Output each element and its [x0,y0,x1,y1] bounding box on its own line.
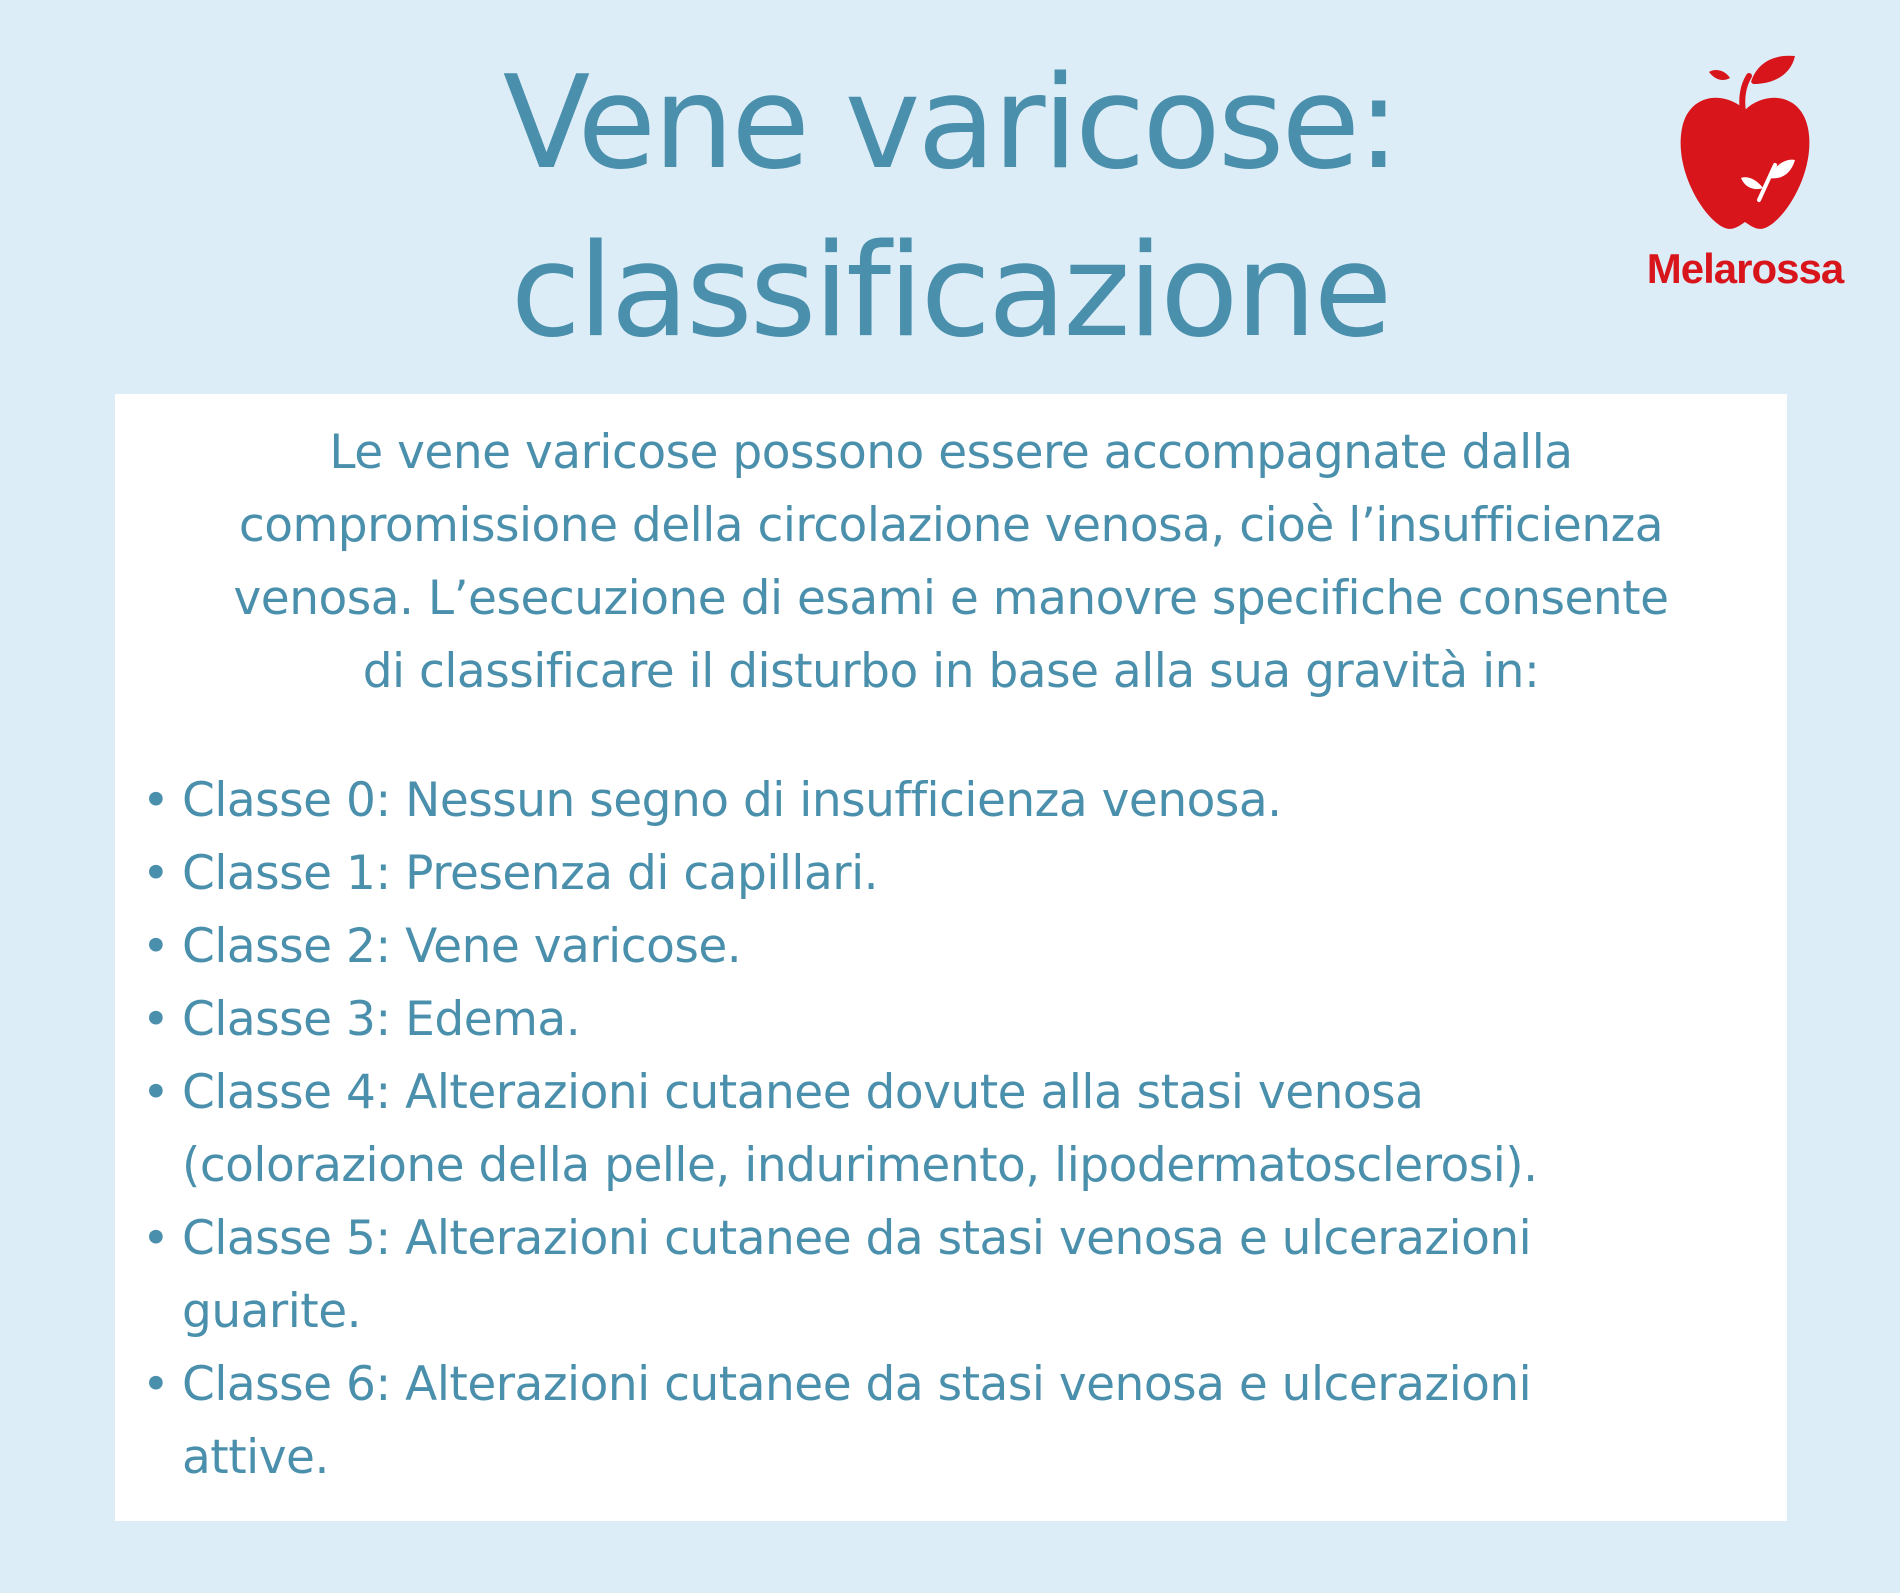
class-text: Classe 3: Edema. [182,992,581,1047]
bullet: • [142,846,170,901]
class-text-continued: attive. [182,1430,329,1485]
content-panel [115,394,1787,1521]
class-text: Classe 5: Alterazioni cutanee da stasi venosa e ulcerazioni [182,1211,1532,1266]
class-item-6 [142,1348,1752,1494]
title-line-2: classificazione [510,217,1390,366]
bullet: • [142,1357,170,1412]
bullet: • [142,919,170,974]
class-item-4 [142,1056,1752,1202]
intro-line: di classificare il disturbo in base alla sua gravità in: [362,644,1540,699]
intro-line: Le vene varicose possono essere accompagnate dalla [329,425,1573,480]
bullet: • [142,992,170,1047]
bullet: • [142,773,170,828]
class-item-2 [142,910,1752,983]
logo-text: Melarossa [1646,245,1844,292]
intro-line: venosa. L’esecuzione di esami e manovre specifiche consente [233,571,1669,626]
class-text-continued: guarite. [182,1284,362,1339]
bullet: • [142,1211,170,1266]
class-text: Classe 0: Nessun segno di insufficienza venosa. [182,773,1282,828]
class-item-0 [142,764,1752,837]
intro-paragraph [175,416,1727,708]
page-title [0,40,1900,376]
title-line-1: Vene varicose: [502,49,1398,198]
class-list [142,764,1752,1494]
class-item-3 [142,983,1752,1056]
class-text: Classe 4: Alterazioni cutanee dovute alla stasi venosa [182,1065,1424,1120]
melarossa-logo [1635,50,1855,300]
class-item-1 [142,837,1752,910]
class-item-5 [142,1202,1752,1348]
apple-icon [1675,50,1815,240]
class-text: Classe 1: Presenza di capillari. [182,846,879,901]
intro-line: compromissione della circolazione venosa, cioè l’insufficienza [238,498,1664,553]
class-text-continued: (colorazione della pelle, indurimento, lipodermatosclerosi). [182,1138,1538,1193]
class-text: Classe 2: Vene varicose. [182,919,742,974]
class-text: Classe 6: Alterazioni cutanee da stasi venosa e ulcerazioni [182,1357,1532,1412]
bullet: • [142,1065,170,1120]
